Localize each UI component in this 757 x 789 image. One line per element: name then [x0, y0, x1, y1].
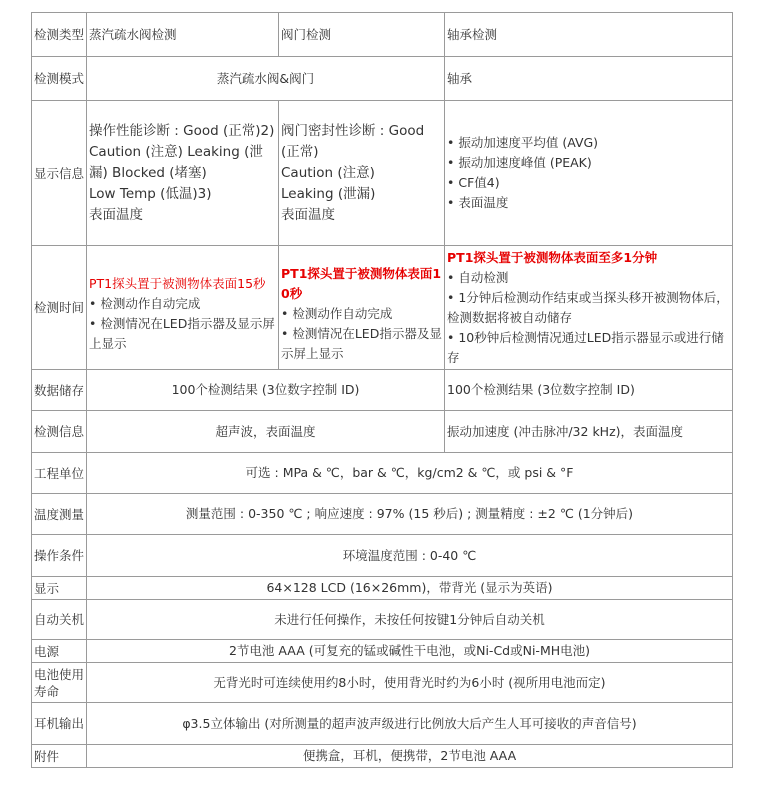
- label-detection-info: 检测信息: [32, 411, 87, 453]
- time-trap-line: • 检测情况在LED指示器及显示屏上显示: [89, 316, 275, 351]
- row-accessories: [32, 745, 733, 768]
- time-valve-highlight: PT1探头置于被测物体表面10秒: [281, 266, 442, 301]
- label-temperature: 温度测量: [32, 494, 87, 535]
- cell-bearing-detection: 轴承检测: [445, 13, 733, 57]
- display-valve-line: Caution (注意): [281, 164, 375, 181]
- cell-operating-condition: 环境温度范围 : 0-40 ℃: [87, 535, 733, 577]
- display-valve-line: 表面温度: [281, 206, 335, 223]
- cell-power: 2节电池 AAA (可复充的锰或碱性干电池，或Ni-Cd或Ni-MH电池): [87, 640, 733, 663]
- cell-auto-off: 未进行任何操作，未按任何按键1分钟后自动关机: [87, 600, 733, 640]
- label-operating-condition: 操作条件: [32, 535, 87, 577]
- cell-info-bearing: 振动加速度 (冲击脉冲/32 kHz)，表面温度: [445, 411, 733, 453]
- time-valve-line: • 检测情况在LED指示器及显示屏上显示: [281, 326, 442, 361]
- cell-time-trap: [87, 246, 279, 370]
- time-trap-highlight: PT1探头置于被测物体表面15秒: [89, 276, 266, 291]
- row-earphone: [32, 703, 733, 745]
- display-trap-line: Caution (注意) Leaking (泄漏) Blocked (堵塞): [89, 143, 263, 181]
- label-earphone: 耳机输出: [32, 703, 87, 745]
- label-engineering-unit: 工程单位: [32, 453, 87, 494]
- time-bearing-line: • 1分钟后检测动作结束或当探头移开被测物体后，检测数据将被自动储存: [447, 290, 729, 325]
- label-detection-type: 检测类型: [32, 13, 87, 57]
- label-auto-off: 自动关机: [32, 600, 87, 640]
- cell-display-valve: [279, 101, 445, 246]
- display-valve-line: Leaking (泄漏): [281, 185, 376, 202]
- row-engineering-unit: [32, 453, 733, 494]
- cell-valve-detection: 阀门检测: [279, 13, 445, 57]
- row-display: [32, 577, 733, 600]
- row-data-storage: [32, 370, 733, 411]
- time-bearing-line: • 自动检测: [447, 270, 509, 285]
- cell-temperature: 测量范围 : 0-350 ℃ ; 响应速度 : 97% (15 秒后) ; 测量精度 : ±2 ℃ (1分钟后): [87, 494, 733, 535]
- label-power: 电源: [32, 640, 87, 663]
- label-data-storage: 数据储存: [32, 370, 87, 411]
- display-trap-line: Low Temp (低温)3): [89, 185, 212, 202]
- time-valve-line: • 检测动作自动完成: [281, 306, 393, 321]
- row-detection-type: [32, 13, 733, 57]
- display-trap-line: 操作性能诊断 : Good (正常)2): [89, 122, 275, 139]
- row-auto-off: [32, 600, 733, 640]
- cell-info-trap-valve: 超声波，表面温度: [87, 411, 445, 453]
- cell-storage-bearing: 100个检测结果 (3位数字控制 ID): [445, 370, 733, 411]
- cell-time-valve: [279, 246, 445, 370]
- display-bearing-line: • 振动加速度峰值 (PEAK): [447, 155, 592, 170]
- row-detection-time: [32, 246, 733, 370]
- cell-battery-life: 无背光时可连续使用约8小时，使用背光时约为6小时 (视所用电池而定): [87, 663, 733, 703]
- spec-table: [31, 12, 733, 768]
- cell-display-trap: [87, 101, 279, 246]
- time-trap-line: • 检测动作自动完成: [89, 296, 201, 311]
- display-trap-line: 表面温度: [89, 206, 143, 223]
- row-display-info: [32, 101, 733, 246]
- display-bearing-line: • CF值4): [447, 175, 500, 190]
- display-valve-line: 阀门密封性诊断 : Good (正常): [281, 122, 425, 160]
- label-accessories: 附件: [32, 745, 87, 768]
- cell-display-bearing: [445, 101, 733, 246]
- cell-storage-trap-valve: 100个检测结果 (3位数字控制 ID): [87, 370, 445, 411]
- cell-display: 64×128 LCD (16×26mm)，带背光 (显示为英语): [87, 577, 733, 600]
- cell-engineering-unit: 可选 : MPa & ℃，bar & ℃，kg/cm2 & ℃，或 psi & °F: [87, 453, 733, 494]
- row-detection-mode: [32, 57, 733, 101]
- cell-trap-detection: 蒸汽疏水阀检测: [87, 13, 279, 57]
- cell-mode-trap-valve: 蒸汽疏水阀&阀门: [87, 57, 445, 101]
- time-bearing-line: • 10秒钟后检测情况通过LED指示器显示或进行储存: [447, 330, 724, 365]
- time-bearing-highlight: PT1探头置于被测物体表面至多1分钟: [447, 250, 658, 265]
- cell-time-bearing: [445, 246, 733, 370]
- row-battery-life: [32, 663, 733, 703]
- label-display: 显示: [32, 577, 87, 600]
- cell-earphone: φ3.5立体输出 (对所测量的超声波声级进行比例放大后产生人耳可接收的声音信号): [87, 703, 733, 745]
- row-operating-condition: [32, 535, 733, 577]
- row-detection-info: [32, 411, 733, 453]
- label-battery-life: 电池使用寿命: [32, 663, 87, 703]
- display-bearing-line: • 表面温度: [447, 195, 509, 210]
- label-display-info: 显示信息: [32, 101, 87, 246]
- row-temperature: [32, 494, 733, 535]
- label-detection-time: 检测时间: [32, 246, 87, 370]
- row-power: [32, 640, 733, 663]
- cell-accessories: 便携盒，耳机，便携带，2节电池 AAA: [87, 745, 733, 768]
- display-bearing-line: • 振动加速度平均值 (AVG): [447, 135, 599, 150]
- label-detection-mode: 检测模式: [32, 57, 87, 101]
- cell-mode-bearing: 轴承: [445, 57, 733, 101]
